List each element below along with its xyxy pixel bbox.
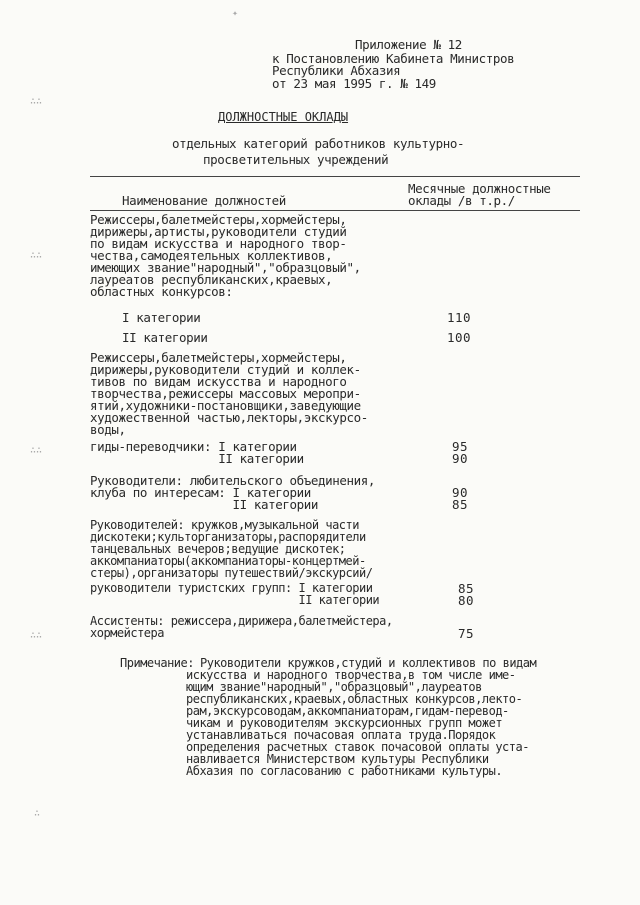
group-text-line: Руководителей: кружков,музыкальной части [90,518,359,532]
group-text-line: лауреатов республиканских,краевых, [90,272,333,287]
margin-mark: ∴ [34,808,41,819]
salary-value: 75 [458,626,475,641]
group-text-line: клуба по интересам: I категории [90,485,311,500]
table-top-rule [90,176,580,177]
group-text-line: тивов по видам искусства и народного [90,374,347,389]
note-line: рам,экскурсоводам,аккомпаниаторам,гидам-перевод- [186,704,509,718]
salary-value: 100 [447,330,472,345]
group-text-line: танцевальных вечеров;ведущие дискотек; [90,542,346,556]
group-text-line: аккомпаниаторы(аккомпаниаторы-концертмей- [90,554,366,568]
group-text-line: чества,самодеятельных коллективов, [90,248,333,263]
note-line: ющим звание"народный","образцовый",лауреатов [186,680,482,694]
group-text-line: ятий,художники-постановщики,заведующие [90,398,361,413]
note-line: Руководители кружков,студий и коллективов по видам [200,656,537,670]
group-text-line: II категории [90,593,380,607]
salary-value: 95 [452,439,469,454]
group-text-line: Режиссеры,балетмейстеры,хормейстеры, [90,212,347,227]
document-subtitle-2: просветительных учреждений [203,152,389,167]
decree-line-2: Республики Абхазия [272,63,401,78]
note-line: искусства и народного творчества,в том числе име- [186,668,516,682]
group-text-line: дирижеры,руководители студий и коллек- [90,362,361,377]
group-text-line: Ассистенты: режиссера,дирижера,балетмейстера, [90,614,393,628]
margin-mark: ∴∴ [30,445,43,456]
document-title: ДОЛЖНОСТНЫЕ ОКЛАДЫ [218,110,349,124]
column-header-position: Наименование должностей [122,193,286,208]
salary-value: 90 [452,485,469,500]
margin-mark: ∴∴ [30,250,43,261]
margin-mark: ∴∴ [30,630,43,641]
category-label: II категории [122,330,208,345]
table-header-rule [90,210,580,211]
column-header-salary-1: Месячные должностные [408,181,551,196]
salary-value: 85 [452,497,469,512]
group-text-line: творчества,режиссеры массовых меропри- [90,386,361,401]
salary-value: 110 [447,310,472,325]
note-line: республиканских,краевых,областных конкурсов,лекто- [186,692,523,706]
group-text-line: руководители туристских групп: I категории [90,581,373,595]
group-text-line: II категории [90,451,304,466]
decree-line-1: к Постановлению Кабинета Министров [272,51,515,66]
column-header-salary-2: оклады /в т.р./ [408,193,515,208]
group-text-line: воды, [90,422,126,437]
note-label: Примечание: [120,656,194,670]
group-text-line: Руководители: любительского объединения, [90,473,376,488]
note-line: чикам и руководителям экскурсионных групп может [186,716,503,730]
group-text-line: хормейстера [90,626,164,640]
group-text-line: дискотеки;культорганизаторы,распорядители [90,530,366,544]
note-line: определения расчетных ставок почасовой оплаты уста- [186,740,529,754]
group-text-line: дирижеры,артисты,руководители студий [90,224,347,239]
document-subtitle-1: отдельных категорий работников культурно- [172,136,465,151]
salary-value: 90 [452,451,469,466]
group-text-line: областных конкурсов: [90,284,233,299]
margin-mark: ∴∴ [30,96,43,107]
group-text-line: стеры),организаторы путешествий/экскурсий/ [90,566,373,580]
salary-value: 85 [458,581,475,596]
group-text-line: II категории [90,497,319,512]
group-text-line: гиды-переводчики: I категории [90,439,297,454]
group-text-line: имеющих звание"народный","образцовый", [90,260,361,275]
salary-value: 80 [458,593,475,608]
group-text-line: Режиссеры,балетмейстеры,хормейстеры, [90,350,347,365]
group-text-line: по видам искусства и народного твор- [90,236,347,251]
group-text-line: художественной частью,лекторы,экскурсо- [90,410,368,425]
note-line: навливается Министерством культуры Республики [186,752,489,766]
note-line: Абхазия по согласованию с работниками культуры. [186,764,503,778]
note-line: устанавливаться почасовая оплата труда.Порядок [186,728,496,742]
appendix-number: Приложение № 12 [355,37,462,52]
decree-line-3: от 23 мая 1995 г. № 149 [272,76,436,91]
category-label: I категории [122,310,201,325]
punch-mark: ✦ [232,8,239,19]
